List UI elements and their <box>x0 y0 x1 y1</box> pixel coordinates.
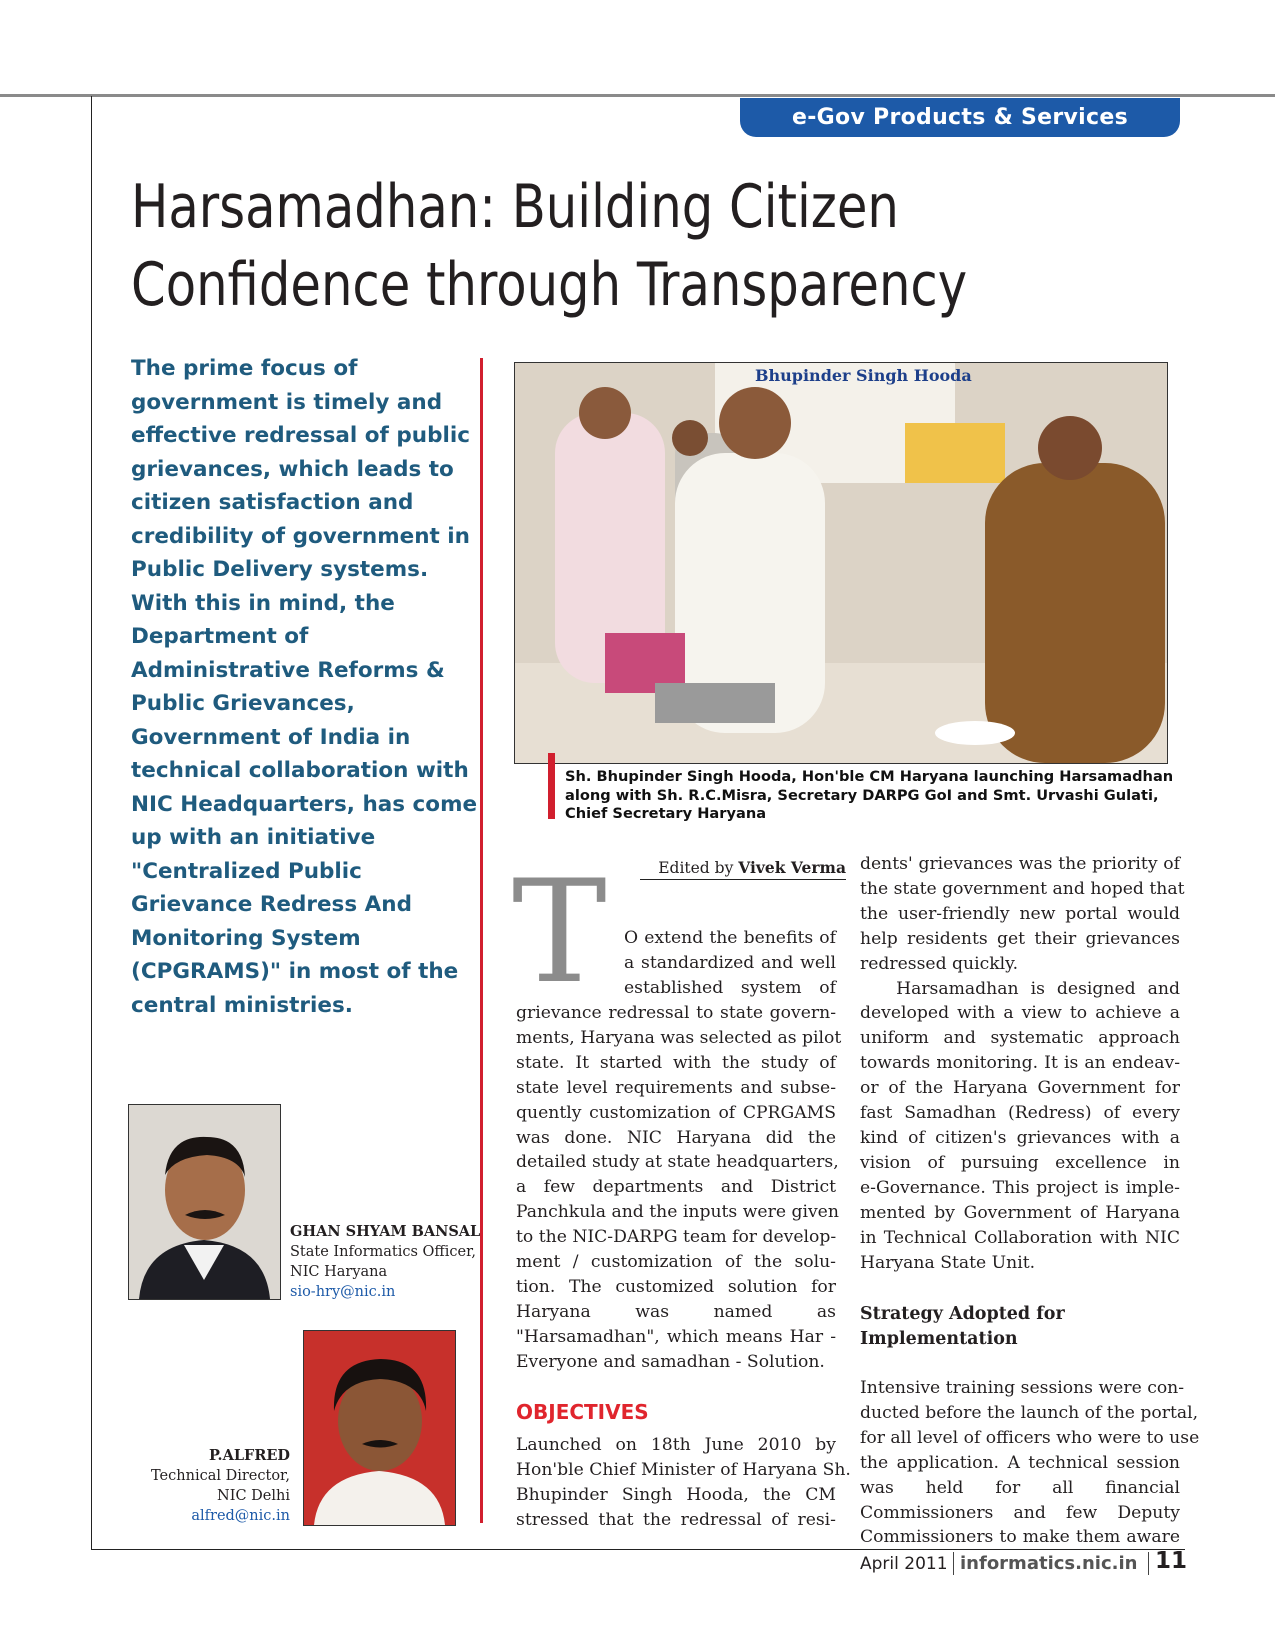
intro-line: Administrative Reforms & <box>131 657 445 683</box>
body-line: to the NIC-DARPG team for develop- <box>516 1227 837 1248</box>
author-email: alfred@nic.in <box>191 1508 290 1524</box>
portrait-illustration <box>304 1331 455 1525</box>
body-line: help residents get their grievances <box>860 928 1180 949</box>
launch-photo <box>514 362 1168 764</box>
body-column-2 <box>860 852 1185 1275</box>
body-column-1-intro <box>624 926 836 1001</box>
body-line: redressed quickly. <box>860 953 1019 974</box>
body-line: Commissioners and few Deputy <box>860 1502 1180 1523</box>
body-line: or of the Haryana Government for <box>860 1078 1180 1099</box>
editor-name: Vivek Verma <box>738 858 846 877</box>
author-photo-bansal <box>128 1104 281 1300</box>
body-line: ments, Haryana was selected as pilot <box>516 1027 842 1048</box>
body-line: fast Samadhan (Redress) of every <box>860 1103 1180 1124</box>
body-line: Hon'ble Chief Minister of Haryana Sh. <box>516 1459 851 1480</box>
intro-standfirst <box>131 352 478 1022</box>
objectives-heading: OBJECTIVES <box>516 1400 649 1424</box>
body-line: Intensive training sessions were con- <box>860 1378 1185 1398</box>
article-title <box>131 168 1088 324</box>
author-photo-alfred <box>303 1330 456 1526</box>
intro-line: grievances, which leads to <box>131 456 454 482</box>
edited-by <box>640 858 846 877</box>
intro-line: citizen satisfaction and <box>131 490 414 515</box>
intro-line: With this in mind, the <box>131 590 395 616</box>
caption-line: Chief Secretary Haryana <box>565 805 767 822</box>
body-line: Haryana State Unit. <box>860 1252 1036 1273</box>
photo-banner-text: Bhupinder Singh Hooda <box>755 366 972 385</box>
body-line: for all level of officers who were to use <box>860 1427 1200 1448</box>
author-name: GHAN SHYAM BANSAL <box>290 1223 481 1240</box>
body-line: ducted before the launch of the portal, <box>860 1402 1199 1423</box>
body-line: the user-friendly new portal would <box>860 903 1180 924</box>
author-email: sio-hry@nic.in <box>290 1284 396 1300</box>
intro-line: government is timely and <box>131 389 443 415</box>
intro-line: Department of <box>131 624 309 649</box>
intro-line: Public Delivery systems. <box>131 557 429 582</box>
body-line: "Harsamadhan", which means Har - <box>516 1326 836 1347</box>
intro-line: Grievance Redress And <box>131 892 412 917</box>
body-column-1 <box>516 1001 842 1375</box>
launch-photo-illustration <box>515 363 1167 763</box>
body-line: vision of pursuing excellence in <box>860 1152 1180 1173</box>
intro-line: NIC Headquarters, has come <box>131 791 478 817</box>
body-line: dents' grievances was the priority of <box>860 854 1180 874</box>
body-line: grievance redressal to state govern- <box>516 1003 836 1023</box>
intro-line: (CPGRAMS)" in most of the <box>131 959 459 984</box>
body-line: ment / customization of the solu- <box>516 1252 836 1273</box>
footer-separator <box>953 1552 954 1575</box>
body-line: state. It started with the study of <box>516 1052 836 1073</box>
column-divider-red <box>480 358 483 1523</box>
body-line: in Technical Collaboration with NIC <box>860 1227 1180 1248</box>
section-tab: e-Gov Products & Services <box>740 98 1180 137</box>
body-line: the state government and hoped that <box>860 878 1185 899</box>
body-line: state level requirements and subse- <box>516 1077 836 1098</box>
body-line: Haryana was named as <box>516 1301 836 1322</box>
title-line: Harsamadhan: Building Citizen <box>131 172 899 242</box>
body-line: Launched on 18th June 2010 by <box>516 1435 836 1455</box>
intro-line: technical collaboration with <box>131 758 469 783</box>
body-line: kind of citizen's grievances with a <box>860 1127 1180 1148</box>
strategy-heading-line: Implementation <box>860 1329 1018 1349</box>
intro-line: Monitoring System <box>131 925 361 951</box>
author-org: NIC Delhi <box>217 1488 290 1504</box>
drop-cap: T <box>512 850 607 1015</box>
body-line: tion. The customized solution for <box>516 1276 836 1297</box>
intro-line: central ministries. <box>131 992 353 1018</box>
body-line: was done. NIC Haryana did the <box>516 1127 836 1148</box>
body-line: Everyone and samadhan - Solution. <box>516 1351 825 1372</box>
body-line: e-Governance. This project is imple- <box>860 1177 1180 1198</box>
intro-line: Government of India in <box>131 724 411 750</box>
footer-separator <box>1148 1552 1149 1575</box>
body-line: a few departments and District <box>516 1177 836 1198</box>
intro-line: "Centralized Public <box>131 858 362 884</box>
body-line: a standardized and well <box>624 952 836 973</box>
body-line: Commissioners to make them aware <box>860 1527 1180 1548</box>
body-line: mented by Government of Haryana <box>860 1202 1180 1223</box>
body-line: Bhupinder Singh Hooda, the CM <box>516 1484 836 1505</box>
intro-line: Public Grievances, <box>131 691 355 716</box>
intro-line: up with an initiative <box>131 825 376 850</box>
body-column-2-strategy <box>860 1376 1200 1550</box>
edited-by-rule <box>640 879 846 880</box>
author-name: P.ALFRED <box>209 1447 290 1464</box>
footer-website: informatics.nic.in <box>960 1553 1138 1574</box>
intro-line: effective redressal of public <box>131 423 470 448</box>
author-bio-alfred <box>140 1446 290 1526</box>
body-line: Harsamadhan is designed and <box>860 978 1180 999</box>
photo-caption <box>565 768 1174 824</box>
title-line: Confidence through Transparency <box>131 250 968 320</box>
body-line: was held for all financial <box>860 1477 1180 1498</box>
strategy-heading-line: Strategy Adopted for <box>860 1304 1065 1324</box>
page-number: 11 <box>1155 1548 1188 1574</box>
portrait-illustration <box>129 1105 280 1299</box>
caption-line: along with Sh. R.C.Misra, Secretary DARPG GoI and Smt. Urvashi Gulati, <box>565 786 1159 804</box>
strategy-heading <box>860 1302 1065 1352</box>
footer-issue-date: April 2011 <box>860 1554 948 1574</box>
edited-by-label: Edited by <box>658 859 734 877</box>
body-line: O extend the benefits of <box>624 928 836 948</box>
left-rule <box>91 96 92 1550</box>
caption-accent-bar <box>548 753 555 819</box>
body-line: detailed study at state headquarters, <box>516 1152 839 1173</box>
intro-line: credibility of government in <box>131 523 470 549</box>
body-line: established system of <box>624 977 836 998</box>
author-org: NIC Haryana <box>290 1264 388 1280</box>
author-role: Technical Director, <box>151 1468 290 1484</box>
author-role: State Informatics Officer, <box>290 1244 477 1260</box>
body-line: towards monitoring. It is an endeav- <box>860 1053 1180 1074</box>
body-column-1-objectives <box>516 1433 851 1533</box>
top-rule <box>0 94 1275 97</box>
body-line: quently customization of CPRGAMS <box>516 1102 836 1123</box>
body-line: the application. A technical session <box>860 1452 1180 1473</box>
intro-line: The prime focus of <box>131 356 358 381</box>
caption-line: Sh. Bhupinder Singh Hooda, Hon'ble CM Haryana launching Harsamadhan <box>565 768 1174 785</box>
body-line: uniform and systematic approach <box>860 1028 1180 1049</box>
body-line: Panchkula and the inputs were given <box>516 1202 839 1223</box>
author-bio-bansal <box>290 1222 480 1302</box>
body-line: stressed that the redressal of resi- <box>516 1509 836 1530</box>
body-line: developed with a view to achieve a <box>860 1003 1180 1024</box>
